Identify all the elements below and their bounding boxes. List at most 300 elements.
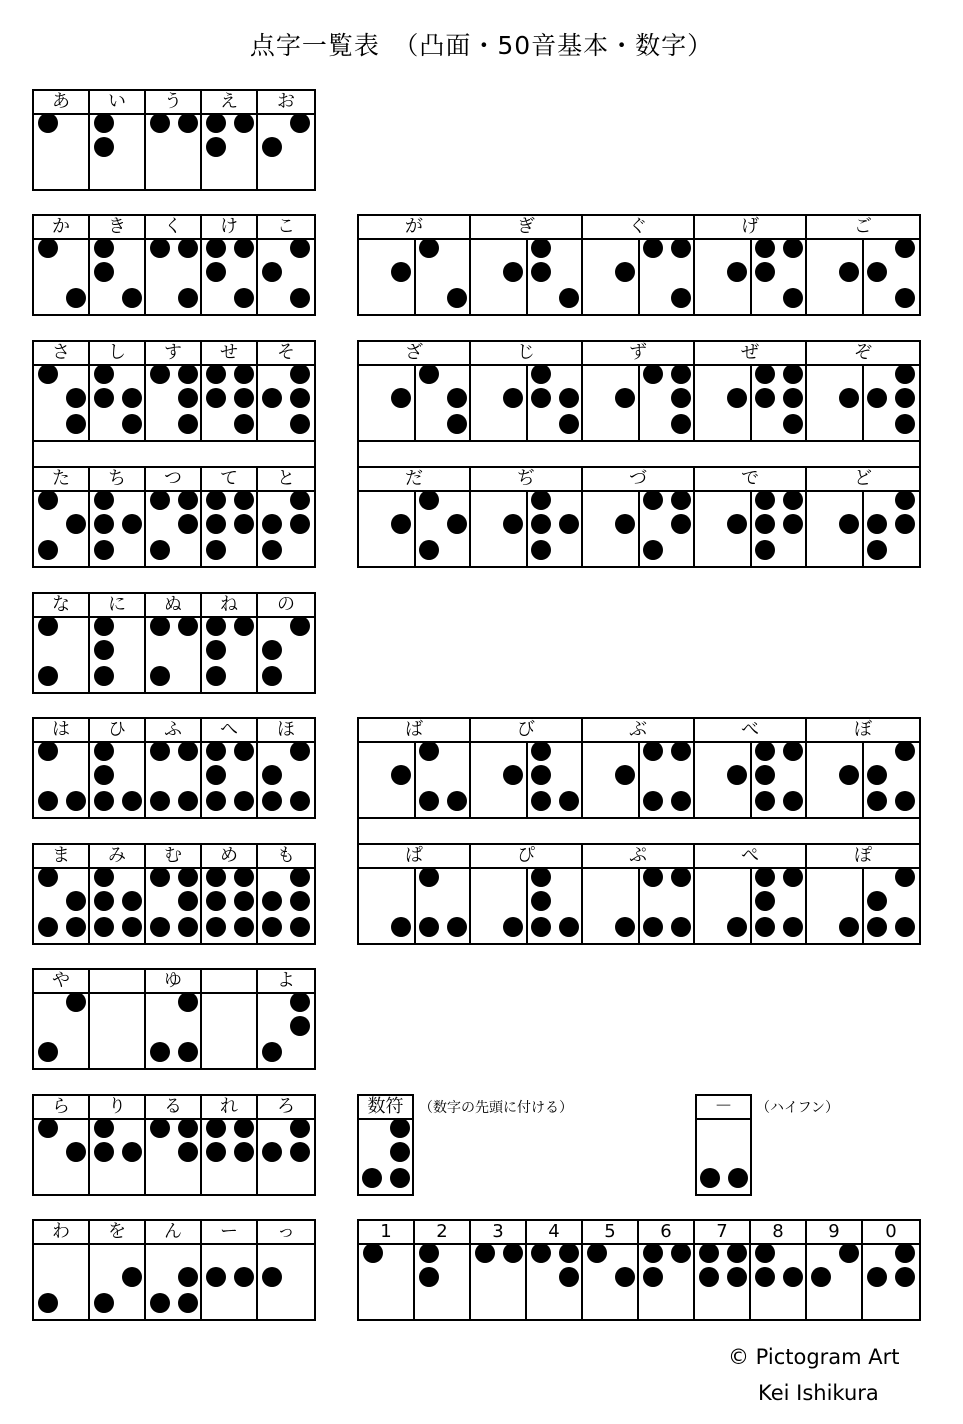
braille-dot	[391, 514, 411, 534]
braille-dot	[262, 514, 282, 534]
braille-dot	[94, 1293, 114, 1313]
braille-dot	[94, 1118, 114, 1138]
braille-cell	[202, 342, 258, 440]
braille-dot	[783, 490, 803, 510]
braille-dot	[122, 891, 142, 911]
cell-divider	[526, 869, 528, 943]
braille-dot	[234, 288, 254, 308]
braille-pair	[695, 342, 807, 440]
cell-label: 9	[807, 1221, 861, 1245]
braille-dot	[262, 640, 282, 660]
braille-dot	[38, 113, 58, 133]
braille-dot	[727, 765, 747, 785]
braille-cell	[34, 342, 90, 440]
braille-dot	[290, 490, 310, 510]
braille-pair	[807, 216, 919, 314]
braille-dot	[895, 1243, 915, 1263]
braille-pair	[471, 216, 583, 314]
cell-label: に	[90, 594, 144, 618]
braille-dot	[503, 514, 523, 534]
braille-dot	[94, 490, 114, 510]
braille-dot	[671, 867, 691, 887]
cell-label: ら	[34, 1096, 88, 1120]
braille-dot	[94, 364, 114, 384]
braille-dot	[419, 867, 439, 887]
braille-dot	[671, 490, 691, 510]
cell-label: ろ	[258, 1096, 314, 1120]
braille-pair	[471, 342, 583, 440]
braille-dot	[419, 238, 439, 258]
cell-label: ど	[807, 468, 919, 492]
cell-label: ず	[583, 342, 693, 366]
braille-dot	[419, 741, 439, 761]
cell-label: し	[90, 342, 144, 366]
braille-pair	[807, 468, 919, 566]
braille-dot	[206, 1267, 226, 1287]
braille-dot	[559, 388, 579, 408]
braille-dot	[290, 288, 310, 308]
cell-label: つ	[146, 468, 200, 492]
braille-cell	[90, 342, 146, 440]
braille-pair	[807, 845, 919, 943]
braille-dot	[122, 514, 142, 534]
braille-dot	[150, 238, 170, 258]
braille-cell	[258, 342, 314, 440]
braille-cell	[34, 719, 90, 817]
cell-label: －	[697, 1096, 750, 1120]
braille-dot	[867, 1267, 887, 1287]
braille-dot	[206, 1142, 226, 1162]
braille-dot	[206, 514, 226, 534]
braille-dot	[391, 262, 411, 282]
braille-dot	[150, 616, 170, 636]
braille-dot	[38, 666, 58, 686]
braille-table-ra-row	[32, 1094, 316, 1196]
braille-dot	[206, 741, 226, 761]
braille-dot	[94, 791, 114, 811]
braille-cell	[90, 91, 146, 189]
cell-label: め	[202, 845, 256, 869]
braille-dot	[94, 891, 114, 911]
cell-label: べ	[695, 719, 805, 743]
braille-dot	[727, 514, 747, 534]
braille-pair	[359, 845, 471, 943]
braille-dot	[783, 414, 803, 434]
page-title: 点字一覧表 （凸面・50音基本・数字）	[249, 31, 714, 60]
braille-dot	[671, 917, 691, 937]
cell-label: 4	[527, 1221, 581, 1245]
braille-dot	[206, 364, 226, 384]
table-separator	[32, 440, 316, 468]
braille-dot	[783, 364, 803, 384]
credit-line-2: Kei Ishikura	[758, 1381, 879, 1405]
braille-dot	[150, 741, 170, 761]
cell-label: へ	[202, 719, 256, 743]
braille-dot	[727, 917, 747, 937]
cell-label: み	[90, 845, 144, 869]
cell-label: お	[258, 91, 314, 115]
braille-dot	[290, 514, 310, 534]
braille-table-wa-row	[32, 1219, 316, 1321]
cell-label: 3	[471, 1221, 525, 1245]
braille-dot	[671, 514, 691, 534]
braille-dot	[755, 867, 775, 887]
braille-dot	[559, 1243, 579, 1263]
cell-divider	[526, 366, 528, 440]
braille-cell	[807, 1221, 863, 1319]
cell-label: き	[90, 216, 144, 240]
braille-cell	[751, 1221, 807, 1319]
braille-dot	[234, 791, 254, 811]
braille-cell	[583, 1221, 639, 1319]
braille-cell	[258, 1221, 314, 1319]
braille-dot	[503, 765, 523, 785]
cell-label: っ	[258, 1221, 314, 1245]
braille-cell	[34, 216, 90, 314]
cell-label: ぢ	[471, 468, 581, 492]
cell-label	[90, 970, 144, 994]
braille-dot	[206, 640, 226, 660]
braille-dot	[390, 1142, 410, 1162]
cell-label: ん	[146, 1221, 200, 1245]
braille-dot	[38, 1293, 58, 1313]
braille-dot	[615, 388, 635, 408]
braille-table-sa-row	[32, 340, 316, 442]
braille-dot	[178, 891, 198, 911]
braille-cell	[258, 594, 314, 692]
cell-label: ぺ	[695, 845, 805, 869]
braille-dot	[755, 741, 775, 761]
cell-divider	[414, 492, 416, 566]
braille-dot	[290, 867, 310, 887]
braille-dot	[531, 364, 551, 384]
braille-dot	[559, 1267, 579, 1287]
cell-label: ぞ	[807, 342, 919, 366]
braille-dot	[206, 891, 226, 911]
cell-label: ぜ	[695, 342, 805, 366]
cell-divider	[750, 743, 752, 817]
braille-dot	[531, 741, 551, 761]
braille-dot	[643, 1243, 663, 1263]
cell-label: せ	[202, 342, 256, 366]
braille-pair	[359, 342, 471, 440]
cell-label: ち	[90, 468, 144, 492]
braille-pair	[695, 719, 807, 817]
braille-dot	[178, 414, 198, 434]
braille-dot	[262, 791, 282, 811]
braille-cell	[202, 719, 258, 817]
braille-dot	[755, 791, 775, 811]
cell-label: ぷ	[583, 845, 693, 869]
braille-cell	[202, 216, 258, 314]
braille-dot	[755, 1243, 775, 1263]
cell-label: ー	[202, 1221, 256, 1245]
braille-pair	[359, 468, 471, 566]
braille-dot	[290, 891, 310, 911]
braille-table-ka-row	[32, 214, 316, 316]
cell-label: 1	[359, 1221, 413, 1245]
braille-dot	[94, 1142, 114, 1162]
braille-dot	[38, 867, 58, 887]
braille-dot	[262, 262, 282, 282]
braille-dot	[234, 741, 254, 761]
cell-label: ね	[202, 594, 256, 618]
braille-dot	[178, 917, 198, 937]
cell-label: ぼ	[807, 719, 919, 743]
braille-dot	[262, 388, 282, 408]
braille-dot	[559, 791, 579, 811]
braille-dot	[94, 741, 114, 761]
braille-dot	[38, 1042, 58, 1062]
braille-dot	[531, 765, 551, 785]
braille-dot	[234, 388, 254, 408]
braille-dot	[867, 388, 887, 408]
braille-dot	[178, 388, 198, 408]
braille-pair	[583, 719, 695, 817]
braille-dot	[531, 540, 551, 560]
braille-dot	[783, 917, 803, 937]
braille-dot	[615, 262, 635, 282]
cell-label: ゆ	[146, 970, 200, 994]
braille-dot	[559, 917, 579, 937]
braille-dot	[94, 867, 114, 887]
braille-cell	[258, 91, 314, 189]
braille-dot	[290, 791, 310, 811]
braille-cell	[34, 91, 90, 189]
braille-dot	[234, 1118, 254, 1138]
cell-label: う	[146, 91, 200, 115]
cell-divider	[414, 366, 416, 440]
braille-dot	[262, 917, 282, 937]
braille-dot	[290, 238, 310, 258]
braille-cell	[697, 1096, 750, 1194]
cell-label: な	[34, 594, 88, 618]
braille-dot	[839, 514, 859, 534]
braille-dot	[783, 238, 803, 258]
braille-dot	[206, 867, 226, 887]
braille-dot	[419, 540, 439, 560]
braille-dot	[391, 917, 411, 937]
braille-dot	[755, 917, 775, 937]
braille-dot	[178, 867, 198, 887]
braille-dot	[94, 640, 114, 660]
braille-dot	[615, 1267, 635, 1287]
braille-dot	[699, 1243, 719, 1263]
braille-dot	[419, 1243, 439, 1263]
braille-dot	[755, 490, 775, 510]
braille-dot	[178, 741, 198, 761]
braille-dot	[390, 1168, 410, 1188]
braille-dot	[38, 540, 58, 560]
braille-dot	[531, 238, 551, 258]
braille-dot	[895, 514, 915, 534]
cell-label: 0	[863, 1221, 919, 1245]
braille-table-pa-row	[357, 843, 921, 945]
braille-cell	[146, 594, 202, 692]
braille-dot	[290, 616, 310, 636]
braille-dot	[206, 666, 226, 686]
braille-dot	[150, 1042, 170, 1062]
cell-label: げ	[695, 216, 805, 240]
cell-label: び	[471, 719, 581, 743]
braille-dot	[234, 113, 254, 133]
braille-cell	[90, 468, 146, 566]
braille-dot	[643, 917, 663, 937]
braille-dot	[94, 113, 114, 133]
braille-dot	[290, 364, 310, 384]
cell-label: ぽ	[807, 845, 919, 869]
braille-cell	[90, 1221, 146, 1319]
braille-cell	[258, 1096, 314, 1194]
braille-dot	[178, 992, 198, 1012]
braille-dot	[643, 741, 663, 761]
cell-label: 8	[751, 1221, 805, 1245]
braille-dot	[755, 514, 775, 534]
braille-dot	[755, 1267, 775, 1287]
braille-dot	[262, 765, 282, 785]
braille-dot	[559, 414, 579, 434]
braille-dot	[755, 765, 775, 785]
braille-dot	[178, 288, 198, 308]
braille-dot	[262, 1267, 282, 1287]
braille-cell	[258, 216, 314, 314]
cell-divider	[526, 743, 528, 817]
hyphen-note: （ハイフン）	[756, 1100, 840, 1116]
braille-dot	[290, 414, 310, 434]
cell-label	[202, 970, 256, 994]
braille-dot	[531, 917, 551, 937]
braille-dot	[150, 1293, 170, 1313]
braille-dot	[615, 765, 635, 785]
braille-cell	[90, 970, 146, 1068]
braille-cell	[258, 970, 314, 1068]
cell-label: じ	[471, 342, 581, 366]
braille-dot	[206, 540, 226, 560]
braille-dot	[895, 490, 915, 510]
cell-label: ぱ	[359, 845, 469, 869]
braille-dot	[290, 1016, 310, 1036]
braille-cell	[146, 468, 202, 566]
braille-dot	[531, 1243, 551, 1263]
braille-dot	[699, 1267, 719, 1287]
cell-label: 数符	[359, 1096, 412, 1120]
braille-dot	[234, 867, 254, 887]
braille-dot	[94, 666, 114, 686]
braille-dot	[783, 514, 803, 534]
braille-dot	[895, 867, 915, 887]
cell-divider	[638, 869, 640, 943]
braille-dot	[615, 917, 635, 937]
braille-cell	[146, 845, 202, 943]
cell-label: け	[202, 216, 256, 240]
braille-dot	[66, 414, 86, 434]
braille-dot	[38, 238, 58, 258]
braille-dot	[290, 113, 310, 133]
braille-cell	[202, 1096, 258, 1194]
braille-dot	[178, 1267, 198, 1287]
cell-divider	[862, 240, 864, 314]
braille-dot	[531, 891, 551, 911]
braille-cell	[146, 216, 202, 314]
braille-dot	[895, 741, 915, 761]
braille-cell	[527, 1221, 583, 1319]
braille-table-a-row	[32, 89, 316, 191]
cell-label: い	[90, 91, 144, 115]
braille-dot	[94, 388, 114, 408]
braille-dot	[234, 917, 254, 937]
braille-dot	[755, 364, 775, 384]
cell-label: ぶ	[583, 719, 693, 743]
cell-divider	[750, 869, 752, 943]
braille-table-na-row	[32, 592, 316, 694]
braille-table-za-row	[357, 340, 921, 442]
braille-cell	[146, 1221, 202, 1319]
braille-dot	[178, 1142, 198, 1162]
braille-cell	[90, 719, 146, 817]
braille-cell	[863, 1221, 919, 1319]
cell-divider	[750, 492, 752, 566]
cell-label: ぐ	[583, 216, 693, 240]
braille-cell	[90, 845, 146, 943]
braille-cell	[695, 1221, 751, 1319]
braille-cell	[146, 91, 202, 189]
braille-dot	[447, 388, 467, 408]
braille-dot	[150, 490, 170, 510]
braille-dot	[362, 1168, 382, 1188]
braille-cell	[258, 719, 314, 817]
cell-label: ぴ	[471, 845, 581, 869]
braille-dot	[559, 288, 579, 308]
braille-dot	[290, 388, 310, 408]
braille-dot	[150, 113, 170, 133]
braille-pair	[583, 468, 695, 566]
cell-label: す	[146, 342, 200, 366]
braille-dot	[783, 867, 803, 887]
braille-table-hyphen	[695, 1094, 752, 1196]
braille-dot	[66, 514, 86, 534]
braille-dot	[150, 540, 170, 560]
braille-dot	[727, 262, 747, 282]
cell-label: わ	[34, 1221, 88, 1245]
braille-dot	[783, 288, 803, 308]
braille-table-ha-row	[32, 717, 316, 819]
braille-dot	[122, 1267, 142, 1287]
braille-cell	[202, 91, 258, 189]
braille-dot	[150, 1118, 170, 1138]
braille-dot	[447, 791, 467, 811]
cell-label: で	[695, 468, 805, 492]
braille-dot	[262, 666, 282, 686]
braille-dot	[419, 791, 439, 811]
braille-dot	[290, 1142, 310, 1162]
braille-dot	[671, 364, 691, 384]
braille-dot	[867, 891, 887, 911]
braille-pair	[807, 342, 919, 440]
braille-table-da-row	[357, 466, 921, 568]
braille-dot	[262, 1042, 282, 1062]
cell-label: る	[146, 1096, 200, 1120]
braille-pair	[359, 216, 471, 314]
braille-dot	[178, 113, 198, 133]
braille-dot	[234, 1142, 254, 1162]
braille-dot	[150, 364, 170, 384]
braille-dot	[262, 137, 282, 157]
braille-table-numbers	[357, 1219, 921, 1321]
braille-dot	[839, 388, 859, 408]
braille-dot	[503, 262, 523, 282]
braille-dot	[867, 791, 887, 811]
braille-cell	[202, 1221, 258, 1319]
